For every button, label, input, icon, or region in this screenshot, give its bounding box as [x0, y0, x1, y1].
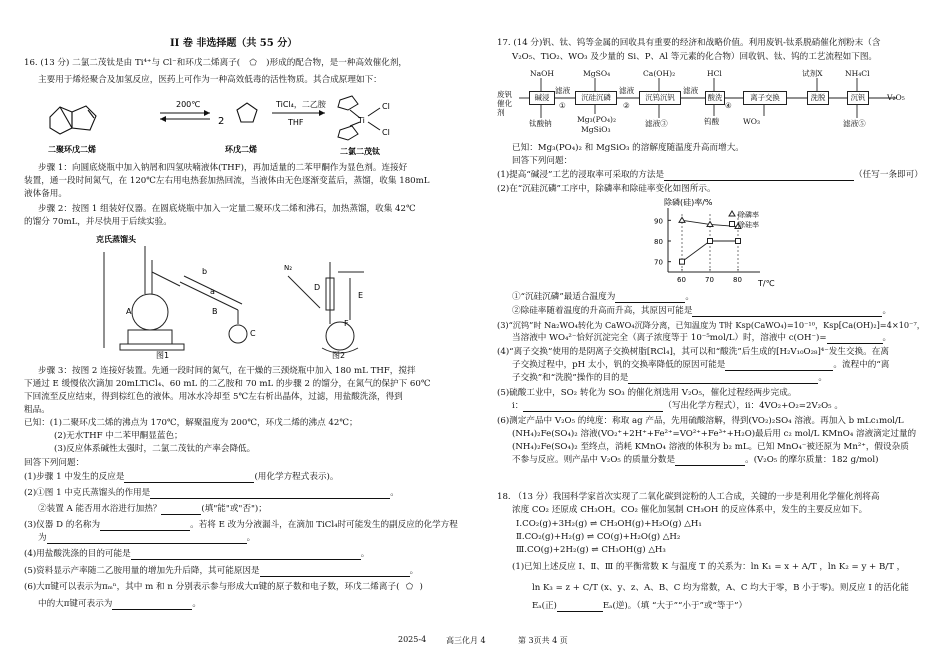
- footer-date: 2025-4: [398, 635, 427, 644]
- circle-4: ④: [725, 101, 732, 110]
- y-tick-label: 70: [654, 258, 663, 267]
- section-title: II 卷 非选择题（共 55 分）: [170, 38, 298, 49]
- answer-blank[interactable]: [628, 374, 818, 384]
- byproduct-mgsio3: MgSiO₃: [581, 125, 611, 134]
- q16-sub3a: (3)仪器 D 的名称为 。若将 E 改为分液漏斗，在滴加 TiCl₄时可能发生的副反应的化学方程: [24, 520, 458, 530]
- q17-sub6b: (NH₄)₂Fe(SO₄)₂ 溶液(VO₂⁺+2H⁺+Fe²⁺=VO²⁺+Fe³⁺+H₂O)最后用 c₂ mol/L KMnO₄ 溶液滴定过量的: [512, 429, 917, 439]
- legend-label-1: 除硅率: [738, 221, 759, 229]
- ti-label: Ti: [358, 116, 365, 125]
- data-point-1: [708, 239, 713, 244]
- answer-blank[interactable]: [124, 473, 254, 483]
- condition-ticl4: TiCl₄，二乙胺: [276, 100, 326, 109]
- footer-page: 第 3页共 4 页: [518, 636, 568, 645]
- fig2-label-n2: N₂: [284, 264, 293, 272]
- reagent-caoh2: Ca(OH)₂: [643, 69, 676, 78]
- name-dicyclopentadiene: 二聚环戊二烯: [48, 145, 96, 154]
- filtrate-label-1: 滤液: [555, 86, 571, 95]
- q17-sub1: (1)提高“碱浸”工艺的浸取率可采取的方法是 （任写一条即可）: [497, 170, 923, 180]
- cl-label-top: Cl: [382, 102, 390, 111]
- q17-sub3b: 当溶液中 WO₄²⁻恰好沉淀完全（离子浓度等于 10⁻⁵mol/L）时，溶液中 c(OH⁻)= 。: [512, 333, 892, 343]
- q16-step2-line2: 的馏分 70mL，并尽快用于后续实验。: [24, 217, 172, 227]
- q18-intro-2: 浓度 CO₂ 还原成 CH₃OH。CO₂ 催化加氢制 CH₃OH 的反应体系中，发生的主要反应如下。: [512, 505, 868, 515]
- q18-intro-1: 18. （13 分）我国科学家首次实现了二氧化碳到淀粉的人工合成，关键的一步是利用化学催化剂将高: [497, 492, 880, 502]
- circle-2: ②: [623, 101, 630, 110]
- q17-sub3a: (3)“沉钨”时 Na₂WO₄转化为 CaWO₄沉降分离，已知温度为 T时 Ksp(CaWO₄)=10⁻¹⁰，Ksp[Ca(OH)₂]=4×10⁻⁷，: [497, 320, 925, 330]
- byproduct-tungstic-acid: 钨酸: [704, 117, 720, 126]
- fig2-label-d: D: [314, 283, 321, 292]
- byproduct-filtrate3: 滤液③: [645, 119, 668, 128]
- figure-2-reflux: [282, 258, 392, 360]
- q16-sub6a: (6)大π键可以表示为πₘⁿ，其中 m 和 n 分别表示参与形成大π键的原子数和电子数，环戊二烯离子( ⬠ ): [24, 582, 423, 592]
- fig1-caption: 图1: [156, 351, 170, 360]
- answer-blank[interactable]: [112, 600, 192, 610]
- x-tick-label: 80: [733, 276, 742, 284]
- fig1-label-c: C: [250, 329, 256, 338]
- step-acid-wash: 酸洗: [705, 91, 725, 105]
- q17-sub2: (2)在“沉硅沉磷”工序中，除磷率和除硅率变化如图所示。: [497, 184, 716, 194]
- q17-sub2b: ②除硅率随着温度的升高而升高，其原因可能是 。: [512, 306, 892, 316]
- q17-sub5a: (5)硫酸工业中，SO₂ 转化为 SO₃ 的催化剂选用 V₂O₅，催化过程经两步完成。: [497, 388, 797, 398]
- answer-blank[interactable]: [260, 567, 410, 577]
- cyclopentadienyl-icon: ⬠: [249, 58, 257, 68]
- y-tick-label: 90: [654, 217, 663, 226]
- answer-blank[interactable]: [100, 521, 190, 531]
- q16-step2-line1: 步骤 2：按图 1 组装好仪器。在圆底烧瓶中加入一定量二聚环戊二烯和沸石，加热蒸馏，收集 42℃: [38, 204, 416, 214]
- removal-rate-chart: [640, 196, 780, 290]
- fig1-label-b-small: b: [202, 267, 208, 276]
- q17-sub6a: (6)测定产品中 V₂O₅ 的纯度：称取 ag 产品，先用硫酸溶解，得到(VO₂)₂SO₄ 溶液。再加入 b mLc₁mol/L: [497, 416, 904, 426]
- answer-blank[interactable]: [161, 505, 201, 515]
- fig1-label-b: B: [212, 307, 218, 316]
- q18-sub1b: ln K₃ = z + C/T (x、y、z、A、B、C 均为常数，A、C 均大于零，B 小于零)。则反应 Ⅰ 的活化能: [532, 583, 909, 593]
- dicyclopentadiene-structure: [50, 106, 96, 134]
- q16-step3-line4: 粗品。: [24, 405, 50, 415]
- q17-sub6c: (NH₄)₂Fe(SO₄)₂ 至终点，消耗 KMnO₄ 溶液的体积为 b₂ mL。已知 MnO₄⁻被还原为 Mn²⁺，假设杂质: [512, 442, 909, 452]
- step-v-precip: 沉钒: [847, 91, 869, 105]
- q17-sub2a: ①“沉硅沉磷”最适合温度为 。: [512, 292, 694, 302]
- fig1-label-a: A: [126, 307, 132, 316]
- q17-intro-2: V₂O₅、TiO₂、WO₃ 及少量的 Si、P、Al 等元素的化合物）回收钒、钛、钨的工艺流程如下图。: [512, 52, 878, 62]
- cl-label-bottom: Cl: [382, 128, 390, 137]
- fig2-caption: 图2: [332, 351, 346, 360]
- answer-blank[interactable]: [675, 456, 745, 466]
- reagent-hcl: HCl: [707, 69, 722, 78]
- filtrate-label-3: 滤液: [683, 86, 699, 95]
- q17-intro-1: 17. (14 分)钒、钛、钨等金属的回收具有重要的经济和战略价值。利用废钒-钛系脱硝催化剂粉末（含: [497, 38, 881, 48]
- x-tick-label: 60: [677, 276, 686, 284]
- fig2-label-e: E: [358, 291, 364, 300]
- condition-thf: THF: [288, 118, 304, 127]
- name-cyclopentadiene: 环戊二烯: [225, 145, 257, 154]
- step-w-v-precip: 沉钨沉钒: [639, 91, 681, 105]
- condition-200c: 200℃: [176, 100, 201, 109]
- reagent-nh4cl: NH₄Cl: [845, 69, 870, 78]
- answer-blank[interactable]: [664, 171, 854, 181]
- q16-sub6b: 中的大π键可表示为 。: [38, 599, 202, 609]
- q16-sub1: (1)步骤 1 中发生的反应是 (用化学方程式表示)。: [24, 472, 339, 482]
- figure-1-distillation: [90, 232, 280, 360]
- x-tick-label: 70: [705, 276, 714, 284]
- answer-blank[interactable]: [615, 293, 685, 303]
- circle-1: ①: [559, 101, 566, 110]
- q16-step3-line2: 下通过 E 缓慢依次滴加 20mLTiCl₄、60 mL 的二乙胺和 70 mL 的步骤 2 的馏分，在氮气的保护下 60℃: [24, 379, 431, 389]
- byproduct-mg3po42: Mg₃(PO₄)₂: [577, 115, 617, 124]
- y-tick-label: 80: [654, 238, 663, 246]
- fig1-label-a-small: a: [210, 287, 215, 296]
- q18-reaction-3: Ⅲ.CO(g)+2H₂(g) ⇌ CH₃OH(g) △H₃: [516, 545, 666, 555]
- q16-known-1: 已知：(1)二聚环戊二烯的沸点为 170℃，解聚温度为 200℃，环戊二烯的沸点 42℃；: [24, 418, 358, 428]
- byproduct-filtrate5: 滤液⑤: [843, 119, 866, 128]
- q16-sub4: (4)用盐酸洗涤的目的可能是 。: [24, 549, 370, 559]
- flow-end: V₂O₅: [887, 93, 905, 102]
- filtrate-label-2: 滤液: [619, 86, 635, 95]
- legend-marker-0: [729, 211, 735, 216]
- reagent-naoh: NaOH: [530, 69, 555, 78]
- legend-label-0: 除磷率: [738, 211, 759, 219]
- q16-intro-2: 主要用于烯烃聚合及加氢反应，医药上可作为一种高效低毒的活性物质。其合成原理如下：: [38, 75, 382, 85]
- answer-blank[interactable]: [827, 334, 883, 344]
- q16-intro-1: 16. (13 分) 二氯二茂钛是由 Ti⁴⁺与 Cl⁻和环戊二烯离子( ⬠ )形成的配合物，是一种高效催化剂，: [24, 58, 408, 68]
- q18-sub1a: (1)已知上述反应 Ⅰ、Ⅱ、Ⅲ 的平衡常数 K 与温度 T 的关系为：ln K₁ = x + A/T ，ln K₂ = y + B/T ，: [512, 562, 906, 572]
- answer-blank[interactable]: [131, 550, 361, 560]
- q16-step1-line2: 装置，通一段时间氮气，在 120℃左右用电热套加热回流，当液体由无色逐渐变蓝后，蒸馏，收集 180mL: [24, 176, 430, 186]
- q17-sub4a: (4)“离子交换”使用的是阴离子交换树脂[RCl₄]，其可以和“酸洗”后生成的[H₂V₁₀O₂₈]⁴⁻发生交换。在离: [497, 347, 889, 357]
- flow-start: 废钒催化剂: [497, 90, 513, 117]
- q17-known: 已知：Mg₃(PO₄)₂ 和 MgSiO₃ 的溶解度随温度升高而增大。: [512, 143, 744, 153]
- fig2-label-f: F: [344, 319, 349, 328]
- q16-step1-line3: 液体备用。: [24, 189, 67, 199]
- answer-blank[interactable]: [557, 602, 603, 612]
- q16-sub5: (5)资料显示产率随二乙胺用量的增加先升后降，其可能原因是 。: [24, 566, 419, 576]
- legend-marker-1: [730, 222, 735, 227]
- q17-sub4c: 子交换”和“洗脱”操作的目的是 。: [512, 373, 827, 383]
- q16-answer-prompt: 回答下列问题：: [24, 458, 85, 468]
- q16-sub2b: ②装置 A 能否用水浴进行加热？ (填"能"或"否")；: [38, 504, 267, 514]
- q16-sub2a: (2)①图 1 中克氏蒸馏头的作用是 。: [24, 488, 399, 498]
- q16-known-2: (2)无水THF 中二苯甲酮显蓝色；: [54, 431, 183, 441]
- cyclopentadienyl-icon: ⬠: [405, 582, 414, 592]
- q17-prompt: 回答下列问题：: [512, 156, 573, 166]
- q17-sub6d: 不参与反应。则产品中 V₂O₅ 的质量分数是 。(V₂O₅ 的摩尔质量：182 g/mol): [512, 455, 879, 465]
- q16-known-3: (3)反应体系碱性太强时，二氯二茂钛的产率会降低。: [54, 444, 256, 454]
- x-axis-label: T/℃: [758, 279, 775, 288]
- q17-sub5b: ⅰ： （写出化学方程式），ⅱ：4VO₂+O₂=2V₂O₅ 。: [512, 401, 843, 411]
- reagent-mgso4: MgSO₄: [583, 69, 611, 78]
- synthesis-scheme: [40, 92, 460, 156]
- data-point-0: [679, 217, 685, 222]
- cyclopentadiene-structure: [237, 103, 257, 122]
- step-elution: 洗脱: [807, 91, 829, 105]
- q16-step3-line1: 步骤 3：按图 2 连接好装置。先通一段时间的氮气，在干燥的三颈烧瓶中加入 180 mL THF，搅拌: [38, 366, 416, 376]
- answer-blank[interactable]: [47, 534, 247, 544]
- step-alkali-leach: 碱浸: [529, 91, 555, 105]
- q16-sub3b: 为 。: [38, 533, 256, 543]
- q16-step1-line1: 步骤 1：向圆底烧瓶中加入钠屑和四氢呋喃液体(THF)，再加适量的二苯甲酮作为显色剂。连接好: [38, 163, 408, 173]
- answer-blank[interactable]: [150, 489, 390, 499]
- fig1-title: 克氏蒸馏头: [96, 235, 136, 244]
- q18-sub1c: Eₐ(正) Eₐ(逆)。（填 “大于”“小于”或“等于”）: [532, 601, 748, 611]
- coefficient-2: 2: [218, 116, 225, 127]
- q18-reaction-1: Ⅰ.CO₂(g)+3H₂(g) ⇌ CH₃OH(g)+H₂O(g) △H₁: [516, 519, 702, 529]
- name-titanocene-dichloride: 二氯二茂钛: [340, 147, 380, 156]
- byproduct-wo3: WO₃: [743, 117, 761, 126]
- q17-sub4b: 子交换过程中，pH 太小，钒的交换率降低的原因可能是 。流程中的“离: [512, 360, 890, 370]
- footer-grade: 高三化月 4: [446, 636, 486, 645]
- reagent-x: 试剂X: [802, 69, 823, 78]
- byproduct-sodium-titanate: 钛酸钠: [529, 119, 552, 128]
- answer-blank[interactable]: [523, 402, 663, 412]
- answer-blank[interactable]: [725, 361, 833, 371]
- q18-reaction-2: Ⅱ.CO₂(g)+H₂(g) ⇌ CO(g)+H₂O(g) △H₂: [516, 532, 681, 542]
- step-si-p-precip: 沉硅沉磷: [575, 91, 617, 105]
- data-point-1: [680, 259, 685, 264]
- chart-title: 除磷(硅)率/%: [664, 198, 713, 207]
- data-point-1: [736, 239, 741, 244]
- process-flowchart: [497, 66, 927, 140]
- q16-step3-line3: 下回流至反应结束，得到棕红色的液体。用冰水冷却至 5℃左右析出晶体，过滤，用盐酸洗涤，得到: [24, 392, 403, 402]
- answer-blank[interactable]: [692, 307, 882, 317]
- step-ion-exchange: 离子交换: [743, 91, 787, 105]
